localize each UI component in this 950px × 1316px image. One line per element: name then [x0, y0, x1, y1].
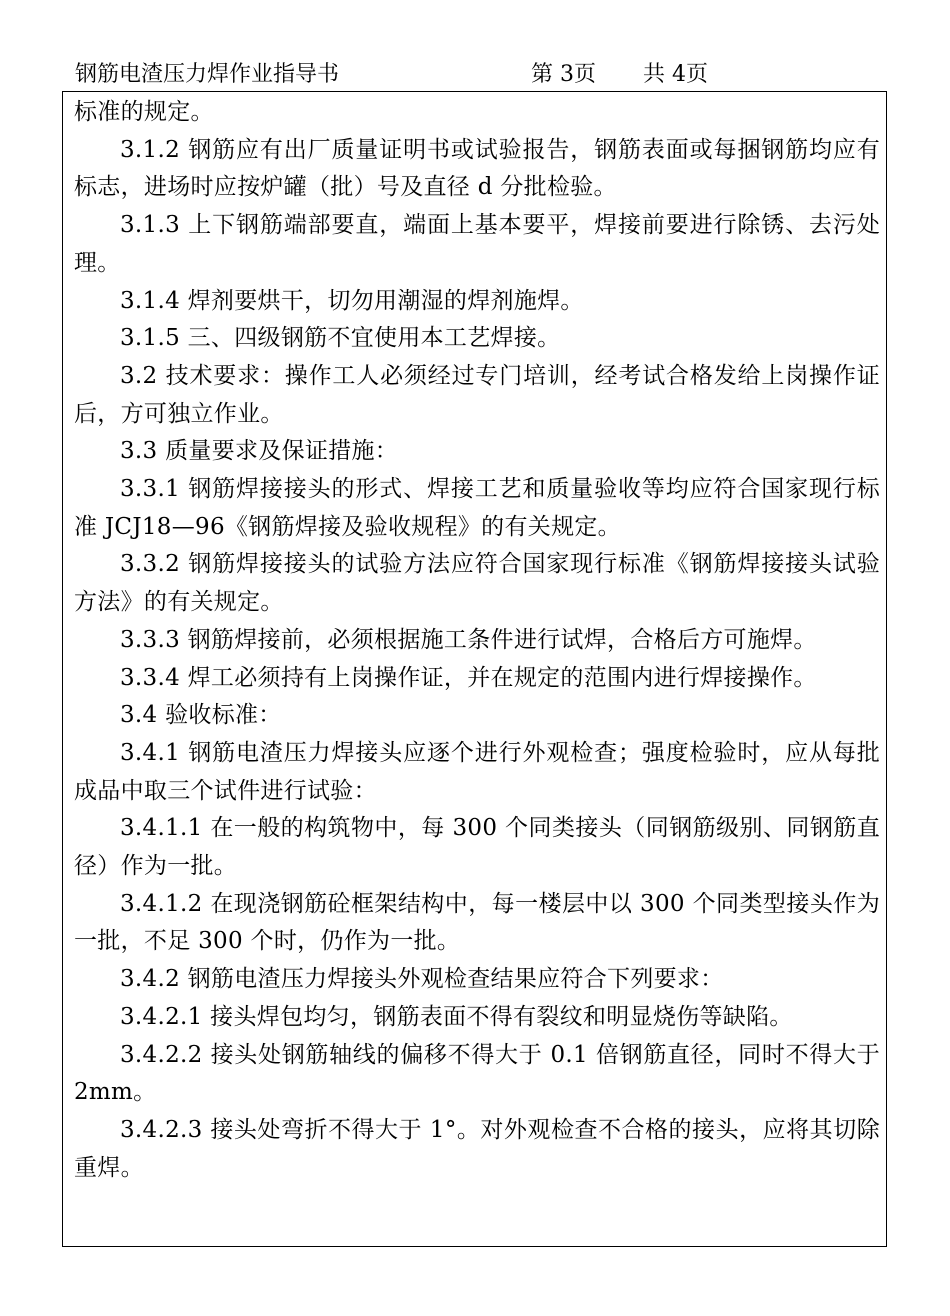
paragraph-3-4-2-3: 3.4.2.3 接头处弯折不得大于 1°。对外观检查不合格的接头，应将其切除重焊。 [74, 1116, 880, 1181]
document-body [74, 94, 880, 1187]
paragraph-3-3-4: 3.3.4 焊工必须持有上岗操作证，并在规定的范围内进行焊接操作。 [120, 664, 817, 691]
paragraph-3-3: 3.3 质量要求及保证措施： [120, 438, 399, 465]
paragraph-3-4-2-1: 3.4.2.1 接头焊包均匀，钢筋表面不得有裂纹和明显烧伤等缺陷。 [120, 1003, 793, 1030]
content-frame [62, 91, 887, 1247]
paragraph-3-4-1: 3.4.1 钢筋电渣压力焊接头应逐个进行外观检查；强度检验时，应从每批成品中取三个试件进行试验： [74, 739, 880, 804]
paragraph-3-2: 3.2 技术要求：操作工人必须经过专门培训，经考试合格发给上岗操作证后，方可独立作业。 [74, 362, 880, 427]
page-header [75, 60, 905, 94]
paragraph-3-3-1: 3.3.1 钢筋焊接接头的形式、焊接工艺和质量验收等均应符合国家现行标准 JCJ18—96《钢筋焊接及验收规程》的有关规定。 [74, 476, 880, 540]
paragraph-3-3-2: 3.3.2 钢筋焊接接头的试验方法应符合国家现行标准《钢筋焊接接头试验方法》的有关规定。 [74, 551, 880, 616]
document-title: 钢筋电渣压力焊作业指导书 [75, 62, 340, 87]
paragraph-3-1-3: 3.1.3 上下钢筋端部要直，端面上基本要平，焊接前要进行除锈、去污处理。 [74, 212, 880, 276]
total-pages: 共 4页 [643, 62, 708, 87]
paragraph-3-3-3: 3.3.3 钢筋焊接前，必须根据施工条件进行试焊，合格后方可施焊。 [120, 626, 817, 653]
paragraph-3-4-2-2: 3.4.2.2 接头处钢筋轴线的偏移不得大于 0.1 倍钢筋直径，同时不得大于 2mm。 [74, 1041, 880, 1106]
paragraph-3-1-2: 3.1.2 钢筋应有出厂质量证明书或试验报告，钢筋表面或每捆钢筋均应有标志，进场时应按炉罐（批）号及直径 d 分批检验。 [74, 136, 880, 201]
page-number: 第 3页 [531, 62, 596, 87]
paragraph-continuation: 标准的规定。 [74, 99, 214, 125]
paragraph-3-4-1-1: 3.4.1.1 在一般的构筑物中，每 300 个同类接头（同钢筋级别、同钢筋直径）作为一批。 [74, 815, 880, 880]
paragraph-3-1-4: 3.1.4 焊剂要烘干，切勿用潮湿的焊剂施焊。 [120, 287, 584, 314]
paragraph-3-4: 3.4 验收标准： [120, 702, 282, 729]
paragraph-3-4-1-2: 3.4.1.2 在现浇钢筋砼框架结构中，每一楼层中以 300 个同类型接头作为一批，不足 300 个时，仍作为一批。 [74, 890, 880, 955]
paragraph-3-1-5: 3.1.5 三、四级钢筋不宜使用本工艺焊接。 [120, 325, 561, 352]
paragraph-3-4-2: 3.4.2 钢筋电渣压力焊接头外观检查结果应符合下列要求： [120, 966, 724, 993]
